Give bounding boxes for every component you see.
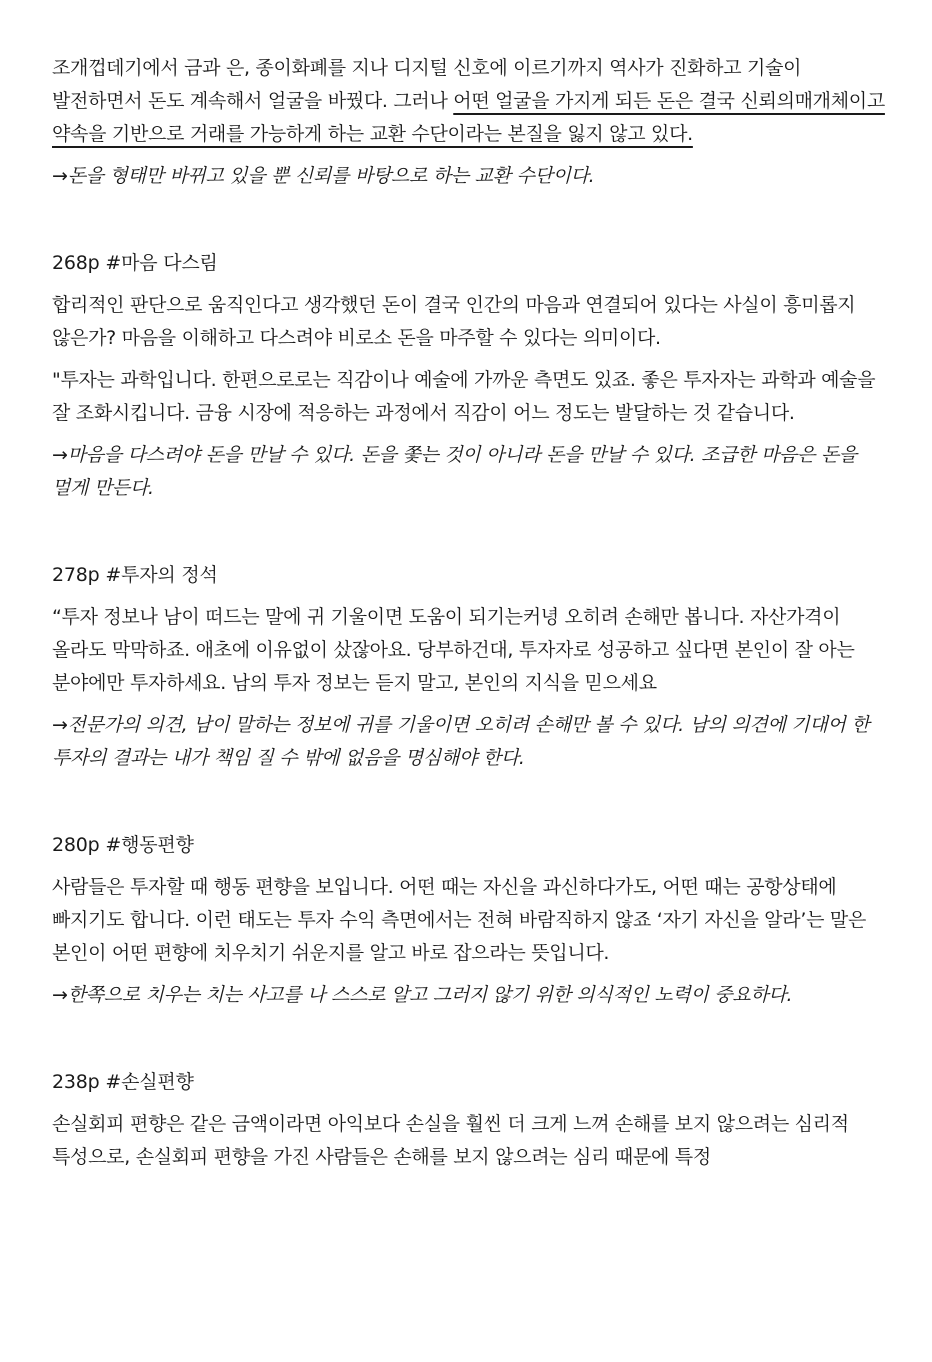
- section-behavior-bias-note: →한쪽으로 치우는 치는 사고를 나 스스로 알고 그러지 않기 위한 의식적인 노력이 중요하다.: [52, 984, 793, 1006]
- intro-text: 조개껍데기에서 금과 은, 종이화폐를 지나 디지털 신호에 이르기까지 역사가 진화하고 기술이 발전하면서 돈도 계속해서 얼굴을 바꿨다. 그러나: [52, 57, 802, 112]
- document-page: [52, 52, 892, 1174]
- section-mind-paragraph-1: 합리적인 판단으로 움직인다고 생각했던 돈이 결국 인간의 마음과 연결되어 있다는 사실이 흥미롭지 않은가? 마음을 이해하고 다스려야 비로소 돈을 마주할 수 있다는 의미이다.: [52, 294, 856, 349]
- section-heading-investment: 278p #투자의 정석: [52, 564, 218, 586]
- intro-underlined-text: 어떤 얼굴을 가지게 되든 돈은 결국 신뢰의매개체이고 약속을 기반으로 거래를 가능하게 하는 교환 수단이라는 본질을 잃지 않고 있다.: [52, 90, 885, 145]
- section-heading-mind: 268p #마음 다스림: [52, 252, 218, 274]
- section-heading-loss-bias: 238p #손실편향: [52, 1071, 194, 1093]
- section-behavior-bias-paragraph-1: 사람들은 투자할 때 행동 편향을 보입니다. 어떤 때는 자신을 과신하다가도, 어떤 때는 공항상태에 빠지기도 합니다. 이런 태도는 투자 수익 측면에서는 전혀 바람직하지 않죠 ‘자기 자신을 알라’는 말은 본인이 어떤 편향에 치우치기 쉬운지를 알고 바로 잡으라는 뜻입니다.: [52, 876, 866, 964]
- section-investment-note: →전문가의 의견, 남이 말하는 정보에 귀를 기울이면 오히려 손해만 볼 수 있다. 남의 의견에 기대어 한 투자의 결과는 내가 책임 질 수 밖에 없음을 명심해야 한다.: [52, 714, 870, 769]
- section-mind-paragraph-2: "투자는 과학입니다. 한편으로로는 직감이나 예술에 가까운 측면도 있죠. 좋은 투자자는 과학과 예술을 잘 조화시킵니다. 금융 시장에 적응하는 과정에서 직감이 어느 정도는 발달하는 것 같습니다.: [52, 369, 876, 424]
- intro-paragraph: [52, 52, 892, 151]
- section-heading-behavior-bias: 280p #행동편향: [52, 834, 194, 856]
- section-loss-bias-paragraph-1: 손실회피 편향은 같은 금액이라면 아익보다 손실을 훨씬 더 크게 느껴 손해를 보지 않으려는 심리적 특성으로, 손실회피 편향을 가진 사람들은 손해를 보지 않으려는 심리 때문에 특정: [52, 1113, 849, 1168]
- section-investment-paragraph-1: “투자 정보나 남이 떠드는 말에 귀 기울이면 도움이 되기는커녕 오히려 손해만 봅니다. 자산가격이 올라도 막막하죠. 애초에 이유없이 샀잖아요. 당부하건대, 투자자로 성공하고 싶다면 본인이 잘 아는 분야에만 투자하세요. 남의 투자 정보는 듣지 말고, 본인의 지식을 믿으세요: [52, 606, 855, 694]
- section-mind-note: →마음을 다스려야 돈을 만날 수 있다. 돈을 쫓는 것이 아니라 돈을 만날 수 있다. 조급한 마음은 돈을 멀게 만든다.: [52, 444, 857, 499]
- intro-note: →돈을 형태만 바뀌고 있을 뿐 신뢰를 바탕으로 하는 교환 수단이다.: [52, 165, 595, 187]
